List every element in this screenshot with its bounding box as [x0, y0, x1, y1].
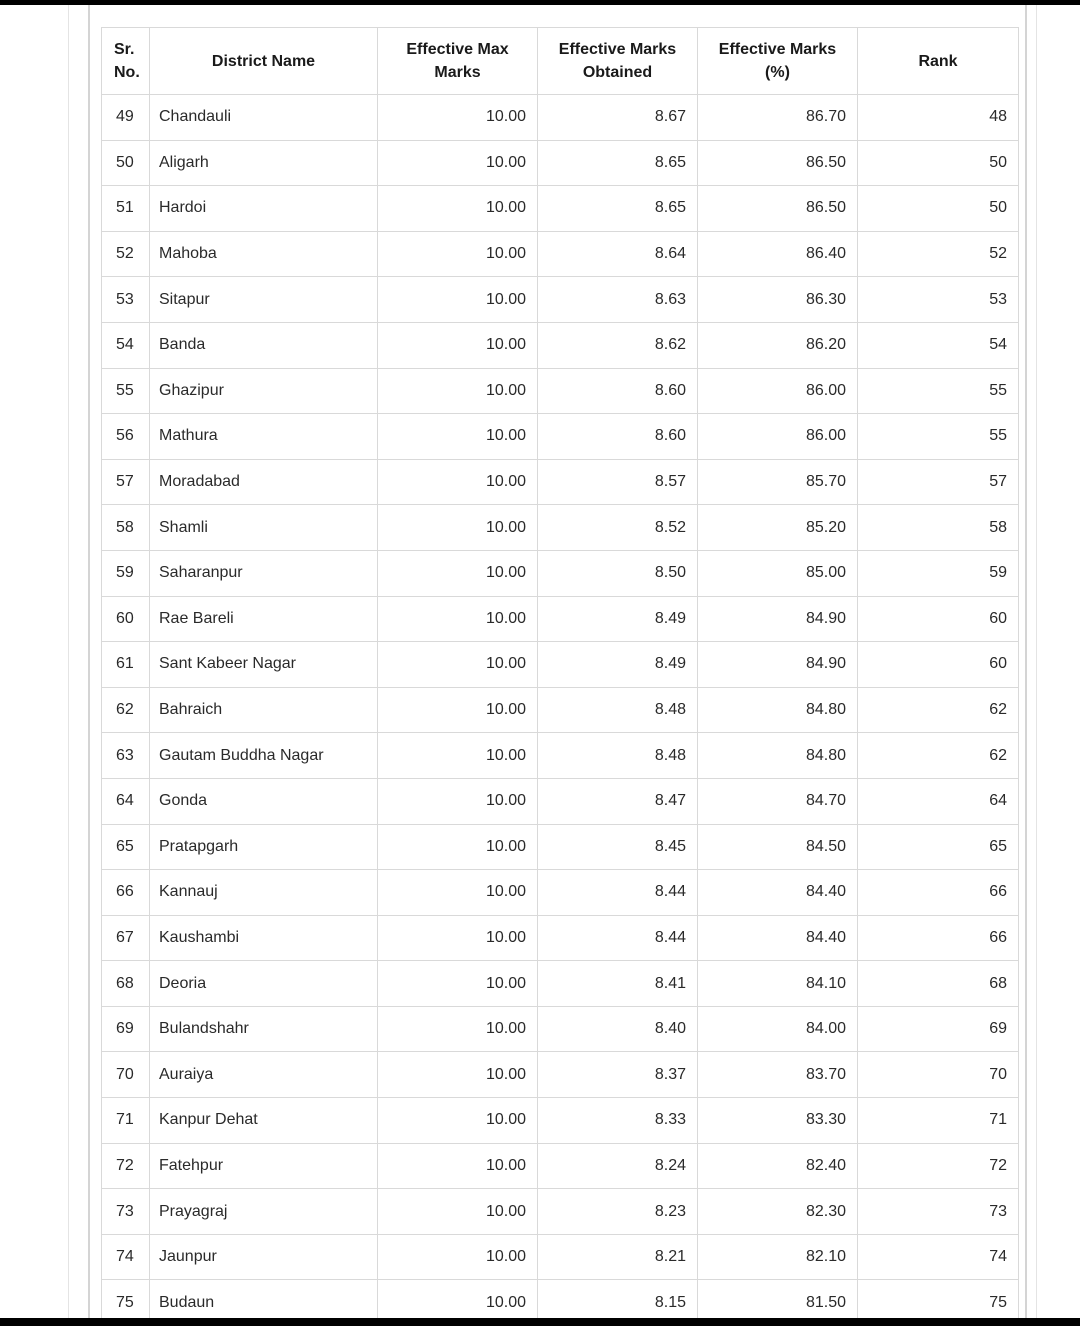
cell-effective-marks-obtained: 8.50 — [538, 550, 698, 596]
cell-effective-marks-percent: 83.30 — [698, 1098, 858, 1144]
cell-effective-marks-percent: 86.70 — [698, 95, 858, 141]
cell-sr-no: 74 — [102, 1234, 150, 1280]
header-effective-marks-percent: Effective Marks (%) — [698, 28, 858, 95]
cell-effective-max-marks: 10.00 — [378, 1189, 538, 1235]
cell-sr-no: 73 — [102, 1189, 150, 1235]
cell-sr-no: 63 — [102, 733, 150, 779]
cell-rank: 60 — [858, 642, 1019, 688]
cell-sr-no: 61 — [102, 642, 150, 688]
cell-effective-max-marks: 10.00 — [378, 277, 538, 323]
cell-effective-marks-obtained: 8.44 — [538, 870, 698, 916]
cell-effective-max-marks: 10.00 — [378, 642, 538, 688]
header-sr-no: Sr. No. — [102, 28, 150, 95]
cell-effective-marks-obtained: 8.37 — [538, 1052, 698, 1098]
cell-effective-marks-percent: 82.10 — [698, 1234, 858, 1280]
cell-effective-marks-obtained: 8.62 — [538, 322, 698, 368]
cell-effective-max-marks: 10.00 — [378, 778, 538, 824]
cell-effective-marks-obtained: 8.63 — [538, 277, 698, 323]
cell-effective-marks-obtained: 8.24 — [538, 1143, 698, 1189]
cell-effective-max-marks: 10.00 — [378, 505, 538, 551]
cell-effective-max-marks: 10.00 — [378, 1006, 538, 1052]
table-row — [102, 1052, 1019, 1098]
cell-rank: 50 — [858, 186, 1019, 232]
table-row — [102, 824, 1019, 870]
table-row — [102, 687, 1019, 733]
cell-rank: 62 — [858, 733, 1019, 779]
table-row — [102, 414, 1019, 460]
table-header — [102, 28, 1019, 95]
cell-effective-marks-percent: 86.50 — [698, 186, 858, 232]
cell-sr-no: 57 — [102, 459, 150, 505]
cell-effective-marks-percent: 84.80 — [698, 733, 858, 779]
page-frame-right-inner — [1025, 5, 1027, 1318]
top-screen-edge — [0, 0, 1080, 5]
cell-sr-no: 67 — [102, 915, 150, 961]
table-row — [102, 1189, 1019, 1235]
cell-rank: 65 — [858, 824, 1019, 870]
cell-district-name: Prayagraj — [150, 1189, 378, 1235]
cell-sr-no: 51 — [102, 186, 150, 232]
cell-effective-marks-percent: 85.00 — [698, 550, 858, 596]
cell-effective-marks-percent: 83.70 — [698, 1052, 858, 1098]
cell-sr-no: 49 — [102, 95, 150, 141]
cell-rank: 69 — [858, 1006, 1019, 1052]
cell-effective-marks-percent: 84.00 — [698, 1006, 858, 1052]
cell-district-name: Sitapur — [150, 277, 378, 323]
cell-district-name: Kaushambi — [150, 915, 378, 961]
bottom-screen-edge — [0, 1318, 1080, 1326]
district-ranking-table — [101, 27, 1019, 1326]
cell-effective-marks-obtained: 8.52 — [538, 505, 698, 551]
cell-effective-max-marks: 10.00 — [378, 870, 538, 916]
table-row — [102, 733, 1019, 779]
cell-rank: 54 — [858, 322, 1019, 368]
cell-rank: 66 — [858, 870, 1019, 916]
cell-effective-marks-obtained: 8.60 — [538, 414, 698, 460]
header-district-name: District Name — [150, 28, 378, 95]
cell-effective-marks-percent: 84.10 — [698, 961, 858, 1007]
cell-sr-no: 53 — [102, 277, 150, 323]
table-row — [102, 1006, 1019, 1052]
cell-rank: 59 — [858, 550, 1019, 596]
cell-district-name: Pratapgarh — [150, 824, 378, 870]
cell-effective-marks-percent: 84.40 — [698, 870, 858, 916]
header-rank: Rank — [858, 28, 1019, 95]
cell-district-name: Bulandshahr — [150, 1006, 378, 1052]
cell-effective-marks-percent: 84.90 — [698, 596, 858, 642]
cell-sr-no: 56 — [102, 414, 150, 460]
page-frame-left-inner — [88, 5, 90, 1318]
cell-effective-marks-percent: 82.40 — [698, 1143, 858, 1189]
header-effective-marks-obtained: Effective Marks Obtained — [538, 28, 698, 95]
cell-rank: 48 — [858, 95, 1019, 141]
cell-district-name: Gautam Buddha Nagar — [150, 733, 378, 779]
cell-rank: 58 — [858, 505, 1019, 551]
cell-effective-marks-percent: 85.20 — [698, 505, 858, 551]
cell-effective-marks-obtained: 8.49 — [538, 642, 698, 688]
cell-sr-no: 54 — [102, 322, 150, 368]
table-row — [102, 368, 1019, 414]
cell-effective-max-marks: 10.00 — [378, 1052, 538, 1098]
cell-district-name: Budaun — [150, 1280, 378, 1326]
table-row — [102, 231, 1019, 277]
cell-effective-marks-obtained: 8.57 — [538, 459, 698, 505]
cell-sr-no: 65 — [102, 824, 150, 870]
cell-district-name: Moradabad — [150, 459, 378, 505]
cell-effective-marks-obtained: 8.49 — [538, 596, 698, 642]
table-row — [102, 961, 1019, 1007]
header-effective-max-marks: Effective Max Marks — [378, 28, 538, 95]
cell-district-name: Jaunpur — [150, 1234, 378, 1280]
table-row — [102, 95, 1019, 141]
table-row — [102, 778, 1019, 824]
cell-effective-marks-obtained: 8.45 — [538, 824, 698, 870]
page-frame-left-outer — [68, 5, 69, 1318]
table-row — [102, 596, 1019, 642]
cell-district-name: Aligarh — [150, 140, 378, 186]
table-row — [102, 505, 1019, 551]
cell-rank: 71 — [858, 1098, 1019, 1144]
cell-effective-max-marks: 10.00 — [378, 824, 538, 870]
cell-district-name: Kanpur Dehat — [150, 1098, 378, 1144]
cell-effective-max-marks: 10.00 — [378, 186, 538, 232]
cell-rank: 66 — [858, 915, 1019, 961]
cell-district-name: Chandauli — [150, 95, 378, 141]
table-row — [102, 915, 1019, 961]
cell-sr-no: 66 — [102, 870, 150, 916]
cell-effective-marks-obtained: 8.48 — [538, 687, 698, 733]
cell-rank: 68 — [858, 961, 1019, 1007]
table-row — [102, 140, 1019, 186]
cell-effective-marks-percent: 86.00 — [698, 414, 858, 460]
cell-sr-no: 75 — [102, 1280, 150, 1326]
cell-effective-max-marks: 10.00 — [378, 1234, 538, 1280]
cell-effective-marks-percent: 86.40 — [698, 231, 858, 277]
cell-effective-marks-obtained: 8.60 — [538, 368, 698, 414]
cell-rank: 50 — [858, 140, 1019, 186]
cell-rank: 55 — [858, 414, 1019, 460]
cell-rank: 52 — [858, 231, 1019, 277]
cell-effective-marks-obtained: 8.21 — [538, 1234, 698, 1280]
cell-rank: 75 — [858, 1280, 1019, 1326]
cell-effective-marks-percent: 82.30 — [698, 1189, 858, 1235]
table-row — [102, 550, 1019, 596]
cell-district-name: Auraiya — [150, 1052, 378, 1098]
cell-district-name: Kannauj — [150, 870, 378, 916]
cell-effective-marks-obtained: 8.33 — [538, 1098, 698, 1144]
cell-district-name: Fatehpur — [150, 1143, 378, 1189]
page-frame-right-outer — [1036, 5, 1037, 1318]
cell-effective-max-marks: 10.00 — [378, 733, 538, 779]
table-row — [102, 1143, 1019, 1189]
header-row — [102, 28, 1019, 95]
cell-effective-max-marks: 10.00 — [378, 596, 538, 642]
cell-effective-marks-percent: 85.70 — [698, 459, 858, 505]
cell-effective-marks-obtained: 8.15 — [538, 1280, 698, 1326]
cell-rank: 55 — [858, 368, 1019, 414]
cell-effective-max-marks: 10.00 — [378, 961, 538, 1007]
cell-district-name: Saharanpur — [150, 550, 378, 596]
cell-sr-no: 62 — [102, 687, 150, 733]
cell-effective-max-marks: 10.00 — [378, 1143, 538, 1189]
cell-district-name: Shamli — [150, 505, 378, 551]
cell-effective-max-marks: 10.00 — [378, 915, 538, 961]
cell-effective-marks-obtained: 8.65 — [538, 140, 698, 186]
cell-rank: 70 — [858, 1052, 1019, 1098]
cell-effective-max-marks: 10.00 — [378, 687, 538, 733]
cell-district-name: Banda — [150, 322, 378, 368]
cell-effective-marks-percent: 86.00 — [698, 368, 858, 414]
cell-rank: 62 — [858, 687, 1019, 733]
cell-effective-max-marks: 10.00 — [378, 140, 538, 186]
table-row — [102, 322, 1019, 368]
cell-effective-marks-obtained: 8.47 — [538, 778, 698, 824]
cell-rank: 72 — [858, 1143, 1019, 1189]
cell-rank: 53 — [858, 277, 1019, 323]
cell-effective-marks-percent: 86.50 — [698, 140, 858, 186]
cell-effective-marks-percent: 86.20 — [698, 322, 858, 368]
cell-effective-marks-obtained: 8.48 — [538, 733, 698, 779]
cell-effective-marks-percent: 84.90 — [698, 642, 858, 688]
cell-sr-no: 52 — [102, 231, 150, 277]
cell-effective-marks-obtained: 8.65 — [538, 186, 698, 232]
cell-rank: 73 — [858, 1189, 1019, 1235]
cell-rank: 64 — [858, 778, 1019, 824]
cell-effective-marks-obtained: 8.67 — [538, 95, 698, 141]
table-row — [102, 1098, 1019, 1144]
cell-sr-no: 64 — [102, 778, 150, 824]
table-row — [102, 1234, 1019, 1280]
cell-sr-no: 50 — [102, 140, 150, 186]
cell-effective-marks-percent: 81.50 — [698, 1280, 858, 1326]
cell-sr-no: 69 — [102, 1006, 150, 1052]
cell-sr-no: 70 — [102, 1052, 150, 1098]
cell-sr-no: 60 — [102, 596, 150, 642]
cell-district-name: Ghazipur — [150, 368, 378, 414]
cell-effective-marks-obtained: 8.23 — [538, 1189, 698, 1235]
cell-effective-max-marks: 10.00 — [378, 368, 538, 414]
cell-district-name: Hardoi — [150, 186, 378, 232]
cell-rank: 74 — [858, 1234, 1019, 1280]
cell-district-name: Bahraich — [150, 687, 378, 733]
table-row — [102, 459, 1019, 505]
cell-effective-marks-obtained: 8.40 — [538, 1006, 698, 1052]
cell-effective-marks-obtained: 8.44 — [538, 915, 698, 961]
table-row — [102, 642, 1019, 688]
cell-sr-no: 68 — [102, 961, 150, 1007]
table-body — [102, 95, 1019, 1326]
cell-effective-marks-percent: 84.70 — [698, 778, 858, 824]
cell-effective-max-marks: 10.00 — [378, 95, 538, 141]
cell-effective-max-marks: 10.00 — [378, 1280, 538, 1326]
cell-district-name: Rae Bareli — [150, 596, 378, 642]
cell-effective-marks-percent: 84.80 — [698, 687, 858, 733]
cell-effective-max-marks: 10.00 — [378, 459, 538, 505]
cell-rank: 57 — [858, 459, 1019, 505]
cell-effective-max-marks: 10.00 — [378, 1098, 538, 1144]
cell-effective-marks-percent: 84.50 — [698, 824, 858, 870]
cell-sr-no: 59 — [102, 550, 150, 596]
cell-sr-no: 72 — [102, 1143, 150, 1189]
cell-district-name: Deoria — [150, 961, 378, 1007]
table-row — [102, 277, 1019, 323]
cell-rank: 60 — [858, 596, 1019, 642]
cell-effective-max-marks: 10.00 — [378, 231, 538, 277]
cell-sr-no: 58 — [102, 505, 150, 551]
cell-effective-marks-percent: 86.30 — [698, 277, 858, 323]
cell-district-name: Sant Kabeer Nagar — [150, 642, 378, 688]
table-row — [102, 186, 1019, 232]
cell-sr-no: 55 — [102, 368, 150, 414]
cell-district-name: Mathura — [150, 414, 378, 460]
cell-effective-max-marks: 10.00 — [378, 550, 538, 596]
cell-sr-no: 71 — [102, 1098, 150, 1144]
cell-district-name: Gonda — [150, 778, 378, 824]
cell-district-name: Mahoba — [150, 231, 378, 277]
cell-effective-marks-obtained: 8.64 — [538, 231, 698, 277]
cell-effective-marks-percent: 84.40 — [698, 915, 858, 961]
cell-effective-marks-obtained: 8.41 — [538, 961, 698, 1007]
table-row — [102, 870, 1019, 916]
cell-effective-max-marks: 10.00 — [378, 322, 538, 368]
cell-effective-max-marks: 10.00 — [378, 414, 538, 460]
